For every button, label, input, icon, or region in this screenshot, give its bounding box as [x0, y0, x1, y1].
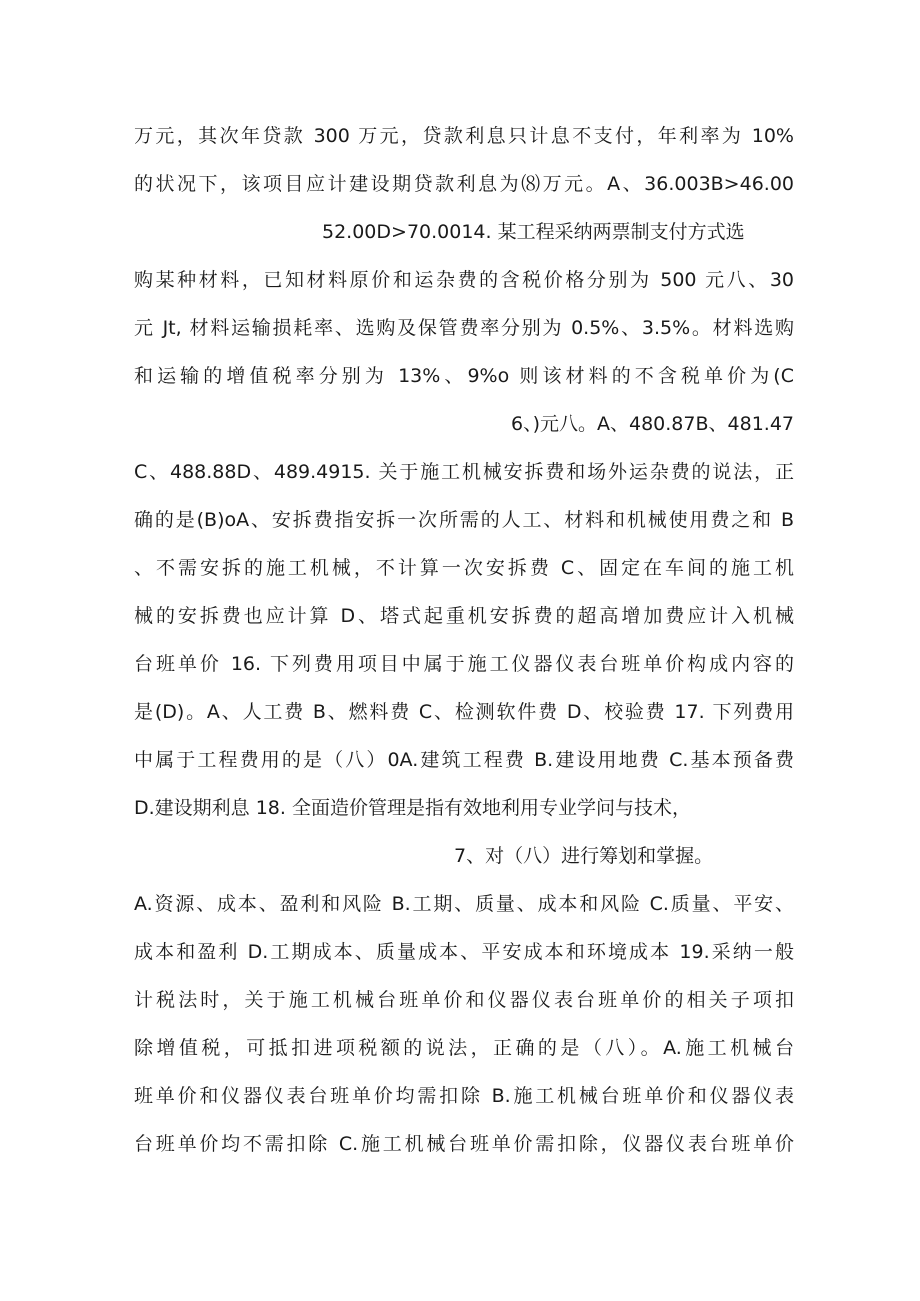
text-line: 、不需安拆的施工机械，不计算一次安拆费 C、固定在车间的施工机	[134, 557, 794, 579]
text-line: 7、对（八）进行筹划和掌握。	[454, 845, 714, 867]
text-line: 52.00D>70.0014. 某工程采纳两票制支付方式选	[322, 221, 745, 243]
text-line: 和运输的增值税率分别为 13%、9%o 则该材料的不含税单价为(C	[134, 365, 794, 387]
text-line: 除增值税，可抵扣进项税额的说法，正确的是（八）。A.施工机械台	[134, 1037, 794, 1059]
text-line: 万元，其次年贷款 300 万元，贷款利息只计息不支付，年利率为 10%	[134, 125, 794, 147]
text-line: 购某种材料，已知材料原价和运杂费的含税价格分别为 500 元八、30	[134, 269, 794, 291]
text-line: 台班单价均不需扣除 C.施工机械台班单价需扣除，仪器仪表台班单价	[134, 1133, 794, 1155]
text-line: 是(D)。A、人工费 B、燃料费 C、检测软件费 D、校验费 17. 下列费用	[134, 701, 794, 723]
text-line: 械的安拆费也应计算 D、塔式起重机安拆费的超高增加费应计入机械	[134, 605, 794, 627]
text-line: 班单价和仪器仪表台班单价均需扣除 B.施工机械台班单价和仪器仪表	[134, 1085, 794, 1107]
text-line: 的状况下，该项目应计建设期贷款利息为⑻万元。A、36.003B>46.00	[134, 173, 794, 195]
text-line: 台班单价 16. 下列费用项目中属于施工仪器仪表台班单价构成内容的	[134, 653, 794, 675]
text-line: 6、)元八。A、480.87B、481.47	[511, 413, 794, 435]
text-line: 计税法时，关于施工机械台班单价和仪器仪表台班单价的相关子项扣	[134, 989, 794, 1011]
text-line: 确的是(B)oA、安拆费指安拆一次所需的人工、材料和机械使用费之和 B	[134, 509, 794, 531]
text-line: A.资源、成本、盈利和风险 B.工期、质量、成本和风险 C.质量、平安、	[134, 893, 794, 915]
text-line: 元 Jt, 材料运输损耗率、选购及保管费率分别为 0.5%、3.5%。材料选购	[134, 317, 794, 339]
text-line: 成本和盈利 D.工期成本、质量成本、平安成本和环境成本 19.采纳一般	[134, 941, 794, 963]
text-line: 中属于工程费用的是（八）0A.建筑工程费 B.建设用地费 C.基本预备费	[134, 749, 794, 771]
text-line: C、488.88D、489.4915. 关于施工机械安拆费和场外运杂费的说法，正	[134, 461, 794, 483]
text-line: D.建设期利息 18. 全面造价管理是指有效地利用专业学问与技术，	[134, 797, 691, 819]
